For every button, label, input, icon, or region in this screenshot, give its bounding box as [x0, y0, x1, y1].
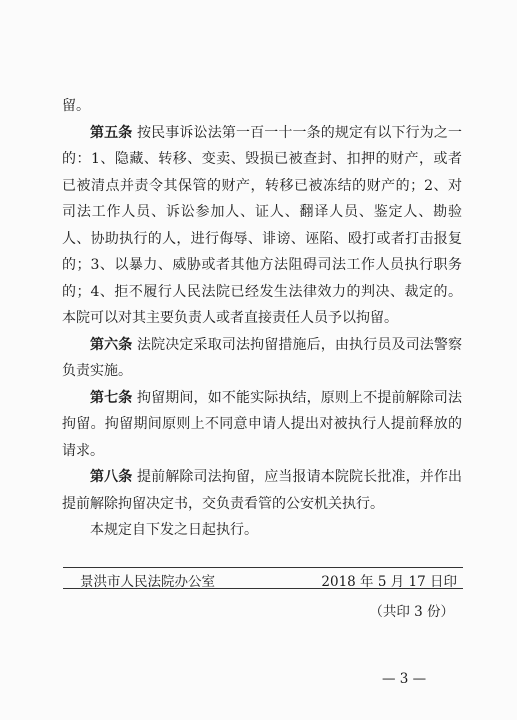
paragraph-article-8 — [62, 464, 462, 517]
paragraph-article-5 — [62, 120, 462, 332]
article-text: 按民事诉讼法第一百一十一条的规定有以下行为之一的：1、隐藏、转移、变卖、毁损已被查封、扣押的财产，或者已被清点并责令其保管的财产，转移已被冻结的财产的；2、对司法工作人员、诉讼参加人、证人、翻译人员、鉴定人、勘验人、协助执行的人，进行侮辱、诽谤、诬陷、殴打或者打击报复的；3、以暴力、威胁或者其他方法阻碍司法工作人员执行职务的；4、拒不履行人民法院已经发生法律效力的判决、裁定的。本院可以对其主要负责人或者直接责任人员予以拘留。 — [62, 124, 463, 326]
paragraph-continuation: 留。 — [62, 98, 90, 114]
article-number: 第五条 — [90, 124, 133, 141]
article-text: 拘留期间，如不能实际执结，原则上不提前解除司法拘留。拘留期间原则上不同意申请人提出对被执行人提前释放的请求。 — [62, 389, 463, 459]
copies-count: （共印 3 份） — [369, 604, 454, 620]
paragraph-article-7 — [62, 385, 462, 465]
article-text: 法院决定采取司法拘留措施后，由执行员及司法警察负责实施。 — [62, 336, 463, 379]
footer-divider-top — [63, 567, 463, 568]
article-number: 第七条 — [90, 389, 133, 406]
article-number: 第八条 — [90, 469, 133, 485]
document-body — [62, 93, 462, 544]
print-date: 2018 年 5 月 17 日印 — [321, 574, 457, 590]
page-number: — 3 — — [382, 671, 427, 687]
issuing-office: 景洪市人民法院办公室 — [80, 574, 215, 590]
footer-divider-bottom — [63, 588, 463, 589]
article-text: 提前解除司法拘留，应当报请本院院长批准，并作出提前解除拘留决定书，交负责看管的公安机关执行。 — [62, 469, 463, 512]
article-number: 第六条 — [90, 336, 133, 353]
paragraph-effective-date: 本规定自下发之日起执行。 — [90, 522, 258, 538]
paragraph-article-6 — [62, 332, 462, 385]
